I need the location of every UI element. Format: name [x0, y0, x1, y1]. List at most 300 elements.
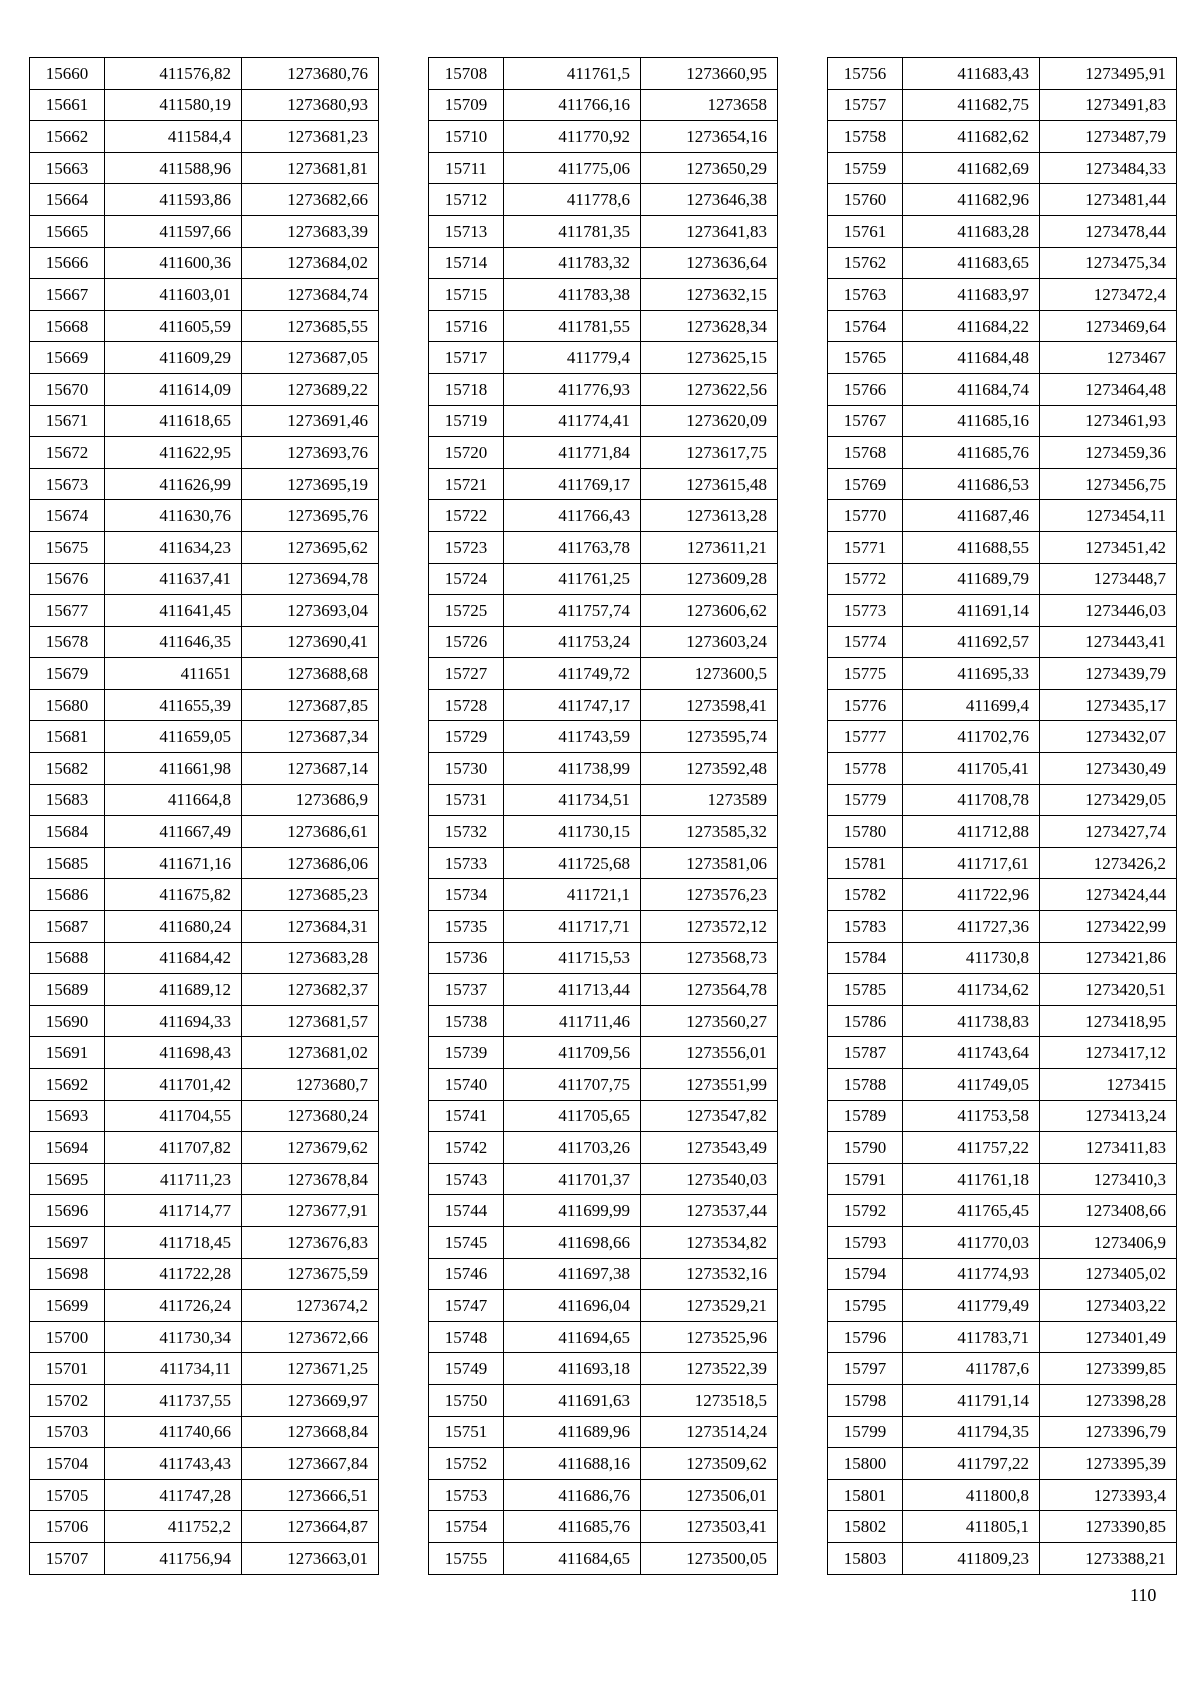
x-coordinate-cell: 411651: [105, 658, 242, 690]
y-coordinate-cell: 1273689,22: [242, 373, 379, 405]
y-coordinate-cell: 1273622,56: [641, 373, 778, 405]
table-row: [30, 879, 379, 911]
y-coordinate-cell: 1273678,84: [242, 1163, 379, 1195]
table-row: [30, 1384, 379, 1416]
y-coordinate-cell: 1273451,42: [1040, 531, 1177, 563]
table-row: [828, 89, 1177, 121]
x-coordinate-cell: 411713,44: [504, 974, 641, 1006]
y-coordinate-cell: 1273674,2: [242, 1290, 379, 1322]
table-row: [429, 279, 778, 311]
y-coordinate-cell: 1273390,85: [1040, 1511, 1177, 1543]
x-coordinate-cell: 411775,06: [504, 152, 641, 184]
table-row: [429, 595, 778, 627]
x-coordinate-cell: 411689,96: [504, 1416, 641, 1448]
point-number-cell: 15739: [429, 1037, 504, 1069]
y-coordinate-cell: 1273509,62: [641, 1448, 778, 1480]
table-row: [30, 1321, 379, 1353]
point-number-cell: 15712: [429, 184, 504, 216]
x-coordinate-cell: 411743,43: [105, 1448, 242, 1480]
point-number-cell: 15674: [30, 500, 105, 532]
table-row: [30, 1069, 379, 1101]
table-row: [30, 563, 379, 595]
y-coordinate-cell: 1273598,41: [641, 689, 778, 721]
y-coordinate-cell: 1273683,39: [242, 215, 379, 247]
table-row: [828, 626, 1177, 658]
point-number-cell: 15797: [828, 1353, 903, 1385]
point-number-cell: 15749: [429, 1353, 504, 1385]
y-coordinate-cell: 1273671,25: [242, 1353, 379, 1385]
point-number-cell: 15678: [30, 626, 105, 658]
point-number-cell: 15766: [828, 373, 903, 405]
y-coordinate-cell: 1273424,44: [1040, 879, 1177, 911]
point-number-cell: 15762: [828, 247, 903, 279]
point-number-cell: 15803: [828, 1542, 903, 1574]
y-coordinate-cell: 1273388,21: [1040, 1542, 1177, 1574]
table-row: [429, 753, 778, 785]
y-coordinate-cell: 1273667,84: [242, 1448, 379, 1480]
x-coordinate-cell: 411776,93: [504, 373, 641, 405]
point-number-cell: 15675: [30, 531, 105, 563]
point-number-cell: 15681: [30, 721, 105, 753]
y-coordinate-cell: 1273620,09: [641, 405, 778, 437]
table-row: [828, 689, 1177, 721]
point-number-cell: 15768: [828, 437, 903, 469]
table-row: [828, 1226, 1177, 1258]
table-row: [828, 1132, 1177, 1164]
x-coordinate-cell: 411597,66: [105, 215, 242, 247]
x-coordinate-cell: 411684,65: [504, 1542, 641, 1574]
point-number-cell: 15796: [828, 1321, 903, 1353]
y-coordinate-cell: 1273422,99: [1040, 911, 1177, 943]
x-coordinate-cell: 411805,1: [903, 1511, 1040, 1543]
table-row: [429, 1258, 778, 1290]
y-coordinate-cell: 1273669,97: [242, 1384, 379, 1416]
point-number-cell: 15713: [429, 215, 504, 247]
table-row: [429, 816, 778, 848]
table-row: [429, 58, 778, 90]
table-row: [429, 879, 778, 911]
x-coordinate-cell: 411659,05: [105, 721, 242, 753]
y-coordinate-cell: 1273537,44: [641, 1195, 778, 1227]
point-number-cell: 15737: [429, 974, 504, 1006]
point-number-cell: 15667: [30, 279, 105, 311]
y-coordinate-cell: 1273684,31: [242, 911, 379, 943]
x-coordinate-cell: 411705,65: [504, 1100, 641, 1132]
table-row: [429, 247, 778, 279]
y-coordinate-cell: 1273681,57: [242, 1005, 379, 1037]
y-coordinate-cell: 1273685,55: [242, 310, 379, 342]
point-number-cell: 15736: [429, 942, 504, 974]
y-coordinate-cell: 1273687,34: [242, 721, 379, 753]
table-row: [429, 121, 778, 153]
point-number-cell: 15792: [828, 1195, 903, 1227]
y-coordinate-cell: 1273686,9: [242, 784, 379, 816]
y-coordinate-cell: 1273617,75: [641, 437, 778, 469]
y-coordinate-cell: 1273681,81: [242, 152, 379, 184]
x-coordinate-cell: 411682,96: [903, 184, 1040, 216]
point-number-cell: 15788: [828, 1069, 903, 1101]
y-coordinate-cell: 1273487,79: [1040, 121, 1177, 153]
table-row: [429, 215, 778, 247]
x-coordinate-cell: 411715,53: [504, 942, 641, 974]
table-row: [30, 721, 379, 753]
x-coordinate-cell: 411614,09: [105, 373, 242, 405]
x-coordinate-cell: 411791,14: [903, 1384, 1040, 1416]
point-number-cell: 15710: [429, 121, 504, 153]
table-row: [30, 342, 379, 374]
x-coordinate-cell: 411694,33: [105, 1005, 242, 1037]
x-coordinate-cell: 411783,32: [504, 247, 641, 279]
y-coordinate-cell: 1273459,36: [1040, 437, 1177, 469]
y-coordinate-cell: 1273687,85: [242, 689, 379, 721]
table-row: [30, 847, 379, 879]
table-row: [429, 626, 778, 658]
point-number-cell: 15727: [429, 658, 504, 690]
y-coordinate-cell: 1273680,93: [242, 89, 379, 121]
y-coordinate-cell: 1273615,48: [641, 468, 778, 500]
y-coordinate-cell: 1273426,2: [1040, 847, 1177, 879]
point-number-cell: 15697: [30, 1226, 105, 1258]
x-coordinate-cell: 411688,55: [903, 531, 1040, 563]
table-row: [828, 595, 1177, 627]
point-number-cell: 15795: [828, 1290, 903, 1322]
y-coordinate-cell: 1273589: [641, 784, 778, 816]
y-coordinate-cell: 1273432,07: [1040, 721, 1177, 753]
point-number-cell: 15799: [828, 1416, 903, 1448]
coordinate-table-1: [29, 57, 379, 1575]
table-row: [429, 974, 778, 1006]
table-row: [429, 437, 778, 469]
x-coordinate-cell: 411779,4: [504, 342, 641, 374]
table-row: [828, 121, 1177, 153]
y-coordinate-cell: 1273405,02: [1040, 1258, 1177, 1290]
point-number-cell: 15778: [828, 753, 903, 785]
table-row: [429, 1100, 778, 1132]
x-coordinate-cell: 411763,78: [504, 531, 641, 563]
y-coordinate-cell: 1273677,91: [242, 1195, 379, 1227]
table-row: [30, 1132, 379, 1164]
y-coordinate-cell: 1273572,12: [641, 911, 778, 943]
point-number-cell: 15791: [828, 1163, 903, 1195]
y-coordinate-cell: 1273686,61: [242, 816, 379, 848]
x-coordinate-cell: 411757,74: [504, 595, 641, 627]
x-coordinate-cell: 411701,42: [105, 1069, 242, 1101]
table-row: [828, 247, 1177, 279]
table-row: [30, 405, 379, 437]
point-number-cell: 15772: [828, 563, 903, 595]
y-coordinate-cell: 1273529,21: [641, 1290, 778, 1322]
table-row: [30, 1195, 379, 1227]
x-coordinate-cell: 411641,45: [105, 595, 242, 627]
table-row: [828, 184, 1177, 216]
table-row: [429, 1448, 778, 1480]
table-row: [429, 89, 778, 121]
x-coordinate-cell: 411737,55: [105, 1384, 242, 1416]
y-coordinate-cell: 1273393,4: [1040, 1479, 1177, 1511]
x-coordinate-cell: 411761,25: [504, 563, 641, 595]
table-row: [30, 784, 379, 816]
point-number-cell: 15676: [30, 563, 105, 595]
x-coordinate-cell: 411622,95: [105, 437, 242, 469]
y-coordinate-cell: 1273609,28: [641, 563, 778, 595]
point-number-cell: 15672: [30, 437, 105, 469]
x-coordinate-cell: 411684,42: [105, 942, 242, 974]
point-number-cell: 15700: [30, 1321, 105, 1353]
y-coordinate-cell: 1273632,15: [641, 279, 778, 311]
point-number-cell: 15721: [429, 468, 504, 500]
x-coordinate-cell: 411743,64: [903, 1037, 1040, 1069]
x-coordinate-cell: 411703,26: [504, 1132, 641, 1164]
y-coordinate-cell: 1273395,39: [1040, 1448, 1177, 1480]
y-coordinate-cell: 1273551,99: [641, 1069, 778, 1101]
table-row: [30, 1479, 379, 1511]
point-number-cell: 15696: [30, 1195, 105, 1227]
y-coordinate-cell: 1273421,86: [1040, 942, 1177, 974]
x-coordinate-cell: 411680,24: [105, 911, 242, 943]
x-coordinate-cell: 411688,16: [504, 1448, 641, 1480]
y-coordinate-cell: 1273646,38: [641, 184, 778, 216]
point-number-cell: 15718: [429, 373, 504, 405]
x-coordinate-cell: 411770,92: [504, 121, 641, 153]
x-coordinate-cell: 411685,76: [504, 1511, 641, 1543]
table-row: [429, 468, 778, 500]
table-row: [30, 1258, 379, 1290]
y-coordinate-cell: 1273443,41: [1040, 626, 1177, 658]
y-coordinate-cell: 1273518,5: [641, 1384, 778, 1416]
y-coordinate-cell: 1273576,23: [641, 879, 778, 911]
y-coordinate-cell: 1273680,76: [242, 58, 379, 90]
table-row: [429, 1069, 778, 1101]
x-coordinate-cell: 411637,41: [105, 563, 242, 595]
table-row: [429, 1384, 778, 1416]
point-number-cell: 15751: [429, 1416, 504, 1448]
coordinate-table-body: [828, 58, 1177, 1575]
table-row: [429, 1290, 778, 1322]
point-number-cell: 15744: [429, 1195, 504, 1227]
y-coordinate-cell: 1273686,06: [242, 847, 379, 879]
x-coordinate-cell: 411722,28: [105, 1258, 242, 1290]
point-number-cell: 15776: [828, 689, 903, 721]
y-coordinate-cell: 1273415: [1040, 1069, 1177, 1101]
table-row: [828, 974, 1177, 1006]
x-coordinate-cell: 411576,82: [105, 58, 242, 90]
x-coordinate-cell: 411689,12: [105, 974, 242, 1006]
y-coordinate-cell: 1273595,74: [641, 721, 778, 753]
x-coordinate-cell: 411704,55: [105, 1100, 242, 1132]
x-coordinate-cell: 411685,76: [903, 437, 1040, 469]
x-coordinate-cell: 411692,57: [903, 626, 1040, 658]
x-coordinate-cell: 411718,45: [105, 1226, 242, 1258]
y-coordinate-cell: 1273687,05: [242, 342, 379, 374]
point-number-cell: 15719: [429, 405, 504, 437]
point-number-cell: 15746: [429, 1258, 504, 1290]
point-number-cell: 15794: [828, 1258, 903, 1290]
x-coordinate-cell: 411707,75: [504, 1069, 641, 1101]
point-number-cell: 15662: [30, 121, 105, 153]
x-coordinate-cell: 411771,84: [504, 437, 641, 469]
table-row: [429, 911, 778, 943]
x-coordinate-cell: 411684,74: [903, 373, 1040, 405]
y-coordinate-cell: 1273663,01: [242, 1542, 379, 1574]
table-row: [30, 753, 379, 785]
point-number-cell: 15699: [30, 1290, 105, 1322]
point-number-cell: 15731: [429, 784, 504, 816]
table-row: [30, 247, 379, 279]
point-number-cell: 15734: [429, 879, 504, 911]
x-coordinate-cell: 411691,63: [504, 1384, 641, 1416]
x-coordinate-cell: 411727,36: [903, 911, 1040, 943]
y-coordinate-cell: 1273679,62: [242, 1132, 379, 1164]
x-coordinate-cell: 411774,93: [903, 1258, 1040, 1290]
table-row: [828, 342, 1177, 374]
y-coordinate-cell: 1273417,12: [1040, 1037, 1177, 1069]
table-row: [429, 405, 778, 437]
x-coordinate-cell: 411752,2: [105, 1511, 242, 1543]
y-coordinate-cell: 1273491,83: [1040, 89, 1177, 121]
y-coordinate-cell: 1273547,82: [641, 1100, 778, 1132]
y-coordinate-cell: 1273408,66: [1040, 1195, 1177, 1227]
y-coordinate-cell: 1273668,84: [242, 1416, 379, 1448]
table-row: [30, 942, 379, 974]
table-row: [30, 1100, 379, 1132]
table-row: [429, 1542, 778, 1574]
x-coordinate-cell: 411738,99: [504, 753, 641, 785]
table-row: [30, 310, 379, 342]
point-number-cell: 15729: [429, 721, 504, 753]
y-coordinate-cell: 1273684,02: [242, 247, 379, 279]
table-row: [30, 279, 379, 311]
y-coordinate-cell: 1273625,15: [641, 342, 778, 374]
point-number-cell: 15677: [30, 595, 105, 627]
y-coordinate-cell: 1273603,24: [641, 626, 778, 658]
point-number-cell: 15685: [30, 847, 105, 879]
point-number-cell: 15760: [828, 184, 903, 216]
table-row: [828, 911, 1177, 943]
x-coordinate-cell: 411747,17: [504, 689, 641, 721]
point-number-cell: 15801: [828, 1479, 903, 1511]
x-coordinate-cell: 411779,49: [903, 1290, 1040, 1322]
x-coordinate-cell: 411683,43: [903, 58, 1040, 90]
y-coordinate-cell: 1273475,34: [1040, 247, 1177, 279]
x-coordinate-cell: 411734,51: [504, 784, 641, 816]
table-row: [30, 373, 379, 405]
x-coordinate-cell: 411667,49: [105, 816, 242, 848]
point-number-cell: 15666: [30, 247, 105, 279]
coordinate-table-body: [429, 58, 778, 1575]
table-row: [429, 942, 778, 974]
y-coordinate-cell: 1273472,4: [1040, 279, 1177, 311]
point-number-cell: 15745: [429, 1226, 504, 1258]
y-coordinate-cell: 1273543,49: [641, 1132, 778, 1164]
x-coordinate-cell: 411698,43: [105, 1037, 242, 1069]
table-row: [828, 942, 1177, 974]
y-coordinate-cell: 1273688,68: [242, 658, 379, 690]
y-coordinate-cell: 1273522,39: [641, 1353, 778, 1385]
x-coordinate-cell: 411794,35: [903, 1416, 1040, 1448]
table-row: [30, 1448, 379, 1480]
point-number-cell: 15723: [429, 531, 504, 563]
point-number-cell: 15709: [429, 89, 504, 121]
table-row: [429, 1195, 778, 1227]
point-number-cell: 15671: [30, 405, 105, 437]
point-number-cell: 15743: [429, 1163, 504, 1195]
y-coordinate-cell: 1273628,34: [641, 310, 778, 342]
point-number-cell: 15800: [828, 1448, 903, 1480]
table-row: [828, 58, 1177, 90]
table-row: [429, 658, 778, 690]
x-coordinate-cell: 411689,79: [903, 563, 1040, 595]
y-coordinate-cell: 1273613,28: [641, 500, 778, 532]
x-coordinate-cell: 411683,97: [903, 279, 1040, 311]
y-coordinate-cell: 1273495,91: [1040, 58, 1177, 90]
table-row: [30, 1005, 379, 1037]
y-coordinate-cell: 1273484,33: [1040, 152, 1177, 184]
y-coordinate-cell: 1273454,11: [1040, 500, 1177, 532]
x-coordinate-cell: 411757,22: [903, 1132, 1040, 1164]
table-row: [828, 753, 1177, 785]
point-number-cell: 15694: [30, 1132, 105, 1164]
y-coordinate-cell: 1273685,23: [242, 879, 379, 911]
table-row: [828, 531, 1177, 563]
y-coordinate-cell: 1273410,3: [1040, 1163, 1177, 1195]
table-row: [828, 1290, 1177, 1322]
point-number-cell: 15701: [30, 1353, 105, 1385]
table-row: [30, 911, 379, 943]
point-number-cell: 15722: [429, 500, 504, 532]
table-row: [30, 531, 379, 563]
y-coordinate-cell: 1273500,05: [641, 1542, 778, 1574]
point-number-cell: 15695: [30, 1163, 105, 1195]
x-coordinate-cell: 411584,4: [105, 121, 242, 153]
y-coordinate-cell: 1273448,7: [1040, 563, 1177, 595]
point-number-cell: 15720: [429, 437, 504, 469]
y-coordinate-cell: 1273435,17: [1040, 689, 1177, 721]
y-coordinate-cell: 1273506,01: [641, 1479, 778, 1511]
x-coordinate-cell: 411593,86: [105, 184, 242, 216]
point-number-cell: 15771: [828, 531, 903, 563]
table-row: [429, 1037, 778, 1069]
x-coordinate-cell: 411694,65: [504, 1321, 641, 1353]
point-number-cell: 15750: [429, 1384, 504, 1416]
table-row: [828, 215, 1177, 247]
y-coordinate-cell: 1273532,16: [641, 1258, 778, 1290]
point-number-cell: 15730: [429, 753, 504, 785]
x-coordinate-cell: 411783,38: [504, 279, 641, 311]
x-coordinate-cell: 411708,78: [903, 784, 1040, 816]
point-number-cell: 15702: [30, 1384, 105, 1416]
point-number-cell: 15708: [429, 58, 504, 90]
point-number-cell: 15682: [30, 753, 105, 785]
point-number-cell: 15724: [429, 563, 504, 595]
table-row: [30, 184, 379, 216]
x-coordinate-cell: 411774,41: [504, 405, 641, 437]
point-number-cell: 15783: [828, 911, 903, 943]
point-number-cell: 15752: [429, 1448, 504, 1480]
y-coordinate-cell: 1273478,44: [1040, 215, 1177, 247]
y-coordinate-cell: 1273676,83: [242, 1226, 379, 1258]
x-coordinate-cell: 411800,8: [903, 1479, 1040, 1511]
page-number: 110: [1130, 1585, 1157, 1605]
y-coordinate-cell: 1273564,78: [641, 974, 778, 1006]
point-number-cell: 15679: [30, 658, 105, 690]
x-coordinate-cell: 411712,88: [903, 816, 1040, 848]
x-coordinate-cell: 411646,35: [105, 626, 242, 658]
x-coordinate-cell: 411734,62: [903, 974, 1040, 1006]
y-coordinate-cell: 1273568,73: [641, 942, 778, 974]
y-coordinate-cell: 1273683,28: [242, 942, 379, 974]
point-number-cell: 15732: [429, 816, 504, 848]
point-number-cell: 15756: [828, 58, 903, 90]
